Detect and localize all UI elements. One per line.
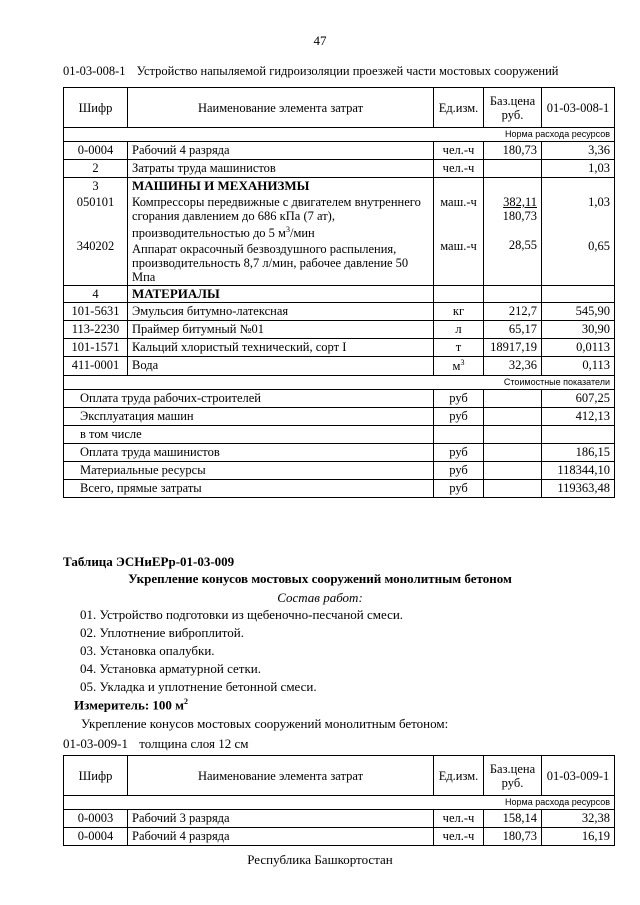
header-name: Наименование элемента затрат [128,756,434,796]
row-qty: 32,38 [542,810,615,828]
table1-code: 01-03-008-1 [63,64,126,78]
row-unit: маш.-ч [440,239,477,253]
row-price: 382,11 [503,195,537,209]
header-unit: Ед.изм. [434,88,484,128]
row-code: 101-1571 [64,339,128,357]
summary-unit: руб [434,462,484,480]
unit-superscript: 3 [285,225,290,234]
machines-section-body-units [434,178,484,286]
section-code: 3 [92,179,99,193]
list-item: 05. Укладка и уплотнение бетонной смеси. [80,679,317,694]
table-row [64,286,615,303]
table-row [64,828,615,846]
header-price [484,88,542,128]
row-code: 0-0003 [64,810,128,828]
row-qty: 545,90 [542,303,615,321]
table1-header-row [64,88,615,128]
row-price: 158,14 [484,810,542,828]
machines-section-body-codes [64,178,128,286]
row-qty: 1,03 [542,160,615,178]
row-unit: чел.-ч [434,810,484,828]
summary-unit: руб [434,444,484,462]
row-price: 28,55 [508,238,537,252]
row-code: 113-2230 [64,321,128,339]
table-row [64,303,615,321]
row-name: Аппарат окрасочный безвоздушного распыления, производительность 8,7 л/мин, рабочее давление 50 Мпа [132,242,409,285]
norm-label: Норма расхода ресурсов [64,796,615,810]
row-unit: л [434,321,484,339]
row-qty: 0,65 [588,239,610,253]
header-rate: 01-03-009-1 [542,756,615,796]
row-unit: кг [434,303,484,321]
table2-heading: Таблица ЭСНиЕРр-01-03-009 [63,554,235,569]
measure-text: Измеритель: 100 м [74,697,185,713]
row-name: Вода [128,357,434,376]
header-price-line2: руб. [501,775,524,790]
table-row [64,810,615,828]
summary-unit [434,426,484,444]
section-title: МАТЕРИАЛЫ [128,286,434,303]
section-code: 4 [64,286,128,303]
machines-section-body-names [128,178,434,286]
row-unit-text: м [452,359,461,374]
row-price: 32,36 [484,357,542,376]
summary-value: 607,25 [542,390,615,408]
section-title: МАШИНЫ И МЕХАНИЗМЫ [132,178,310,193]
measure-unit [74,697,188,713]
header-name: Наименование элемента затрат [128,88,434,128]
summary-row [64,390,615,408]
row-unit: чел.-ч [434,142,484,160]
table-row [64,339,615,357]
row-price: 65,17 [484,321,542,339]
table-row [64,160,615,178]
summary-unit: руб [434,390,484,408]
variant-line [63,736,249,752]
unit-superscript: 3 [460,358,465,368]
row-name: Затраты труда машинистов [128,160,434,178]
operations-list [80,606,403,696]
summary-value: 119363,48 [542,480,615,498]
summary-row [64,426,615,444]
table1-title: Устройство напыляемой гидроизоляции проезжей части мостовых сооружений [136,64,559,78]
header-price-line1: Баз.цена [489,761,536,776]
summary-row [64,480,615,498]
row-code: 411-0001 [64,357,128,376]
row-unit: т [434,339,484,357]
row-price: 180,73 [484,828,542,846]
row-name: Рабочий 3 разряда [128,810,434,828]
table-row [64,178,615,286]
summary-label: Всего, прямые затраты [64,480,434,498]
summary-value: 186,15 [542,444,615,462]
resource-table-1 [63,87,615,498]
table1-caption [63,64,559,79]
row-price: 212,7 [484,303,542,321]
footer-region: Республика Башкортостан [247,852,393,867]
header-price-line2: руб. [501,107,524,122]
header-price-line1: Баз.цена [489,93,536,108]
header-code: Шифр [64,756,128,796]
row-price: 18917,19 [484,339,542,357]
summary-label: Эксплуатация машин [64,408,434,426]
summary-value: 412,13 [542,408,615,426]
row-unit: маш.-ч [440,195,477,209]
machines-section-body-qty [542,178,615,286]
table-row [64,142,615,160]
row-code: 0-0004 [64,142,128,160]
list-item: 04. Установка арматурной сетки. [80,661,261,676]
row-name-text: Компрессоры передвижные с двигателем внутреннего сгорания давлением до 686 кПа (7 ат), производительностью до 5 м [132,195,421,241]
row-name-tail: /мин [289,226,315,241]
row-qty: 1,03 [588,195,610,209]
unit-superscript: 2 [184,697,189,706]
summary-row [64,462,615,480]
list-item: 03. Установка опалубки. [80,643,215,658]
row-code: 2 [64,160,128,178]
row-code: 340202 [76,239,115,253]
machines-section-body-prices [484,178,542,286]
cost-label: Стоимостные показатели [64,376,615,390]
norm-label: Норма расхода ресурсов [64,128,615,142]
row-name [132,195,429,240]
row-price: 180,73 [484,142,542,160]
table2-description: Укрепление конусов мостовых сооружений монолитным бетоном: [81,716,449,731]
header-code: Шифр [64,88,128,128]
row-name: Праймер битумный №01 [128,321,434,339]
variant-code: 01-03-009-1 [63,736,128,751]
row-qty: 0,113 [542,357,615,376]
summary-label: Материальные ресурсы [64,462,434,480]
summary-unit: руб [434,480,484,498]
summary-label: Оплата труда машинистов [64,444,434,462]
row-unit: чел.-ч [434,160,484,178]
resource-table-2 [63,755,615,846]
row-qty: 3,36 [542,142,615,160]
row-qty: 0,0113 [542,339,615,357]
list-item: 02. Уплотнение виброплитой. [80,625,245,640]
composition-label: Состав работ: [277,590,363,605]
row-name: Эмульсия битумно-латексная [128,303,434,321]
row-unit [434,357,484,376]
summary-label: в том числе [64,426,434,444]
row-qty: 16,19 [542,828,615,846]
table2-header-row [64,756,615,796]
variant-text: толщина слоя 12 см [139,736,249,751]
table2-name: Укрепление конусов мостовых сооружений монолитным бетоном [128,571,512,586]
summary-label: Оплата труда рабочих-строителей [64,390,434,408]
header-rate: 01-03-008-1 [542,88,615,128]
summary-unit: руб [434,408,484,426]
page-number: 47 [313,33,327,48]
row-name: Рабочий 4 разряда [128,142,434,160]
row-code: 101-5631 [64,303,128,321]
summary-value [542,426,615,444]
table-row [64,321,615,339]
row-unit: чел.-ч [434,828,484,846]
row-code: 050101 [76,195,115,209]
list-item: 01. Устройство подготовки из щебеночно-песчаной смеси. [80,607,404,622]
table-row [64,357,615,376]
row-qty: 30,90 [542,321,615,339]
summary-row [64,444,615,462]
summary-row [64,408,615,426]
row-name: Рабочий 4 разряда [128,828,434,846]
row-price-secondary: 180,73 [502,209,537,223]
summary-value: 118344,10 [542,462,615,480]
row-code: 0-0004 [64,828,128,846]
header-price [484,756,542,796]
header-unit: Ед.изм. [434,756,484,796]
row-name: Кальций хлористый технический, сорт I [128,339,434,357]
